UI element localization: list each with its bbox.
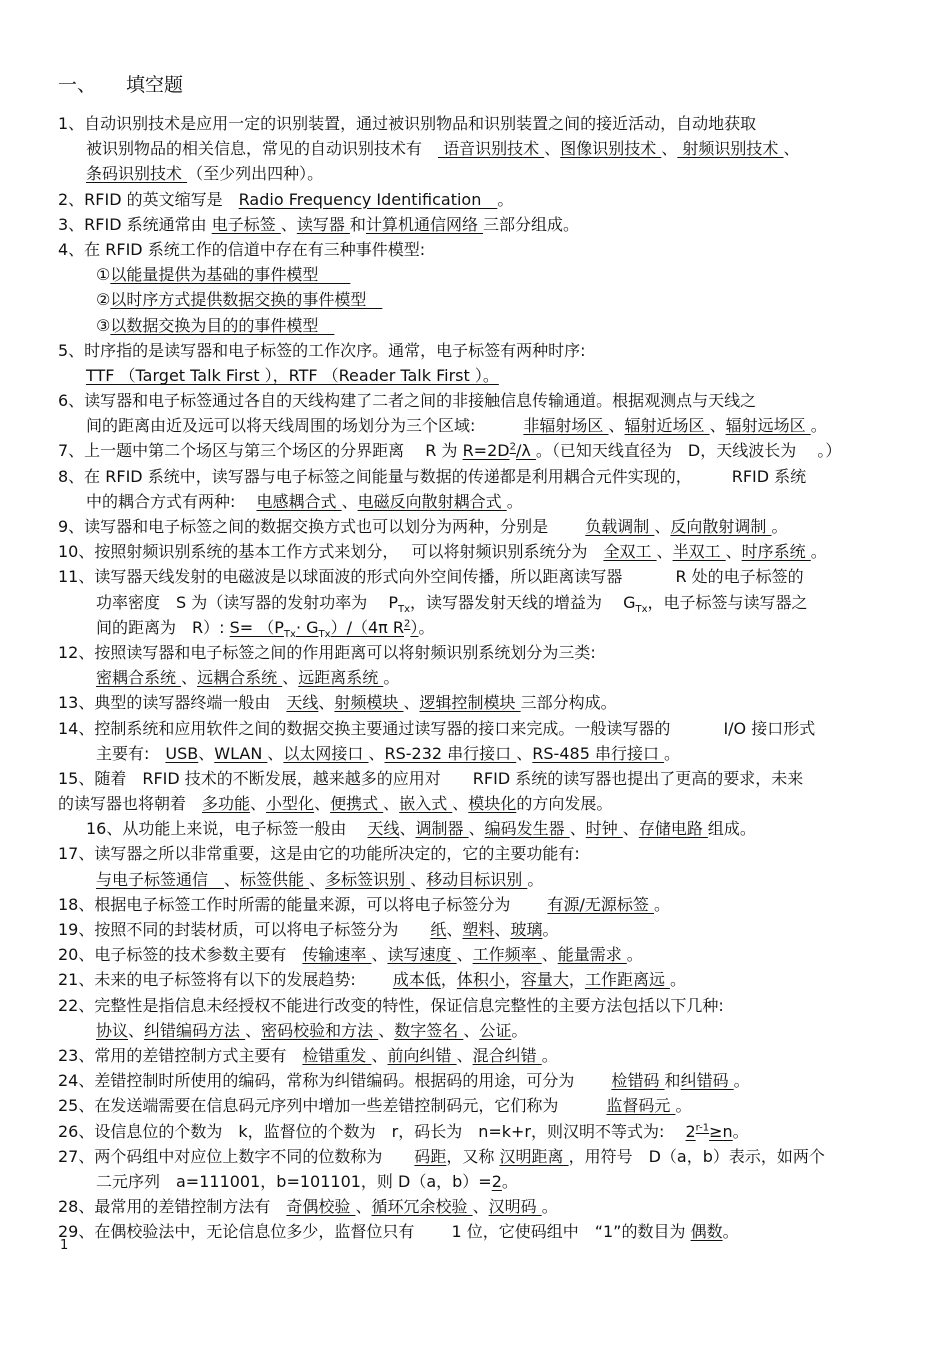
question-text: 、 [725,542,742,562]
text-line [58,942,894,967]
answer-blank: 2 [491,1171,502,1191]
question-text: ③ [96,315,111,335]
answer-blank: 天线 [367,819,400,839]
answer-blank: 码距 [414,1146,447,1166]
answer-blank: 有源/无源标签 [547,894,654,914]
text-line [58,438,894,463]
question-text: ，又称 [446,1146,500,1166]
question-text: ，电子标签与读写器之 [647,592,808,612]
answer-blank: 半双工 [672,542,726,562]
question-text: 、 [468,819,485,839]
question-text: 4、在 RFID 系统工作的信道中存在有三种事件模型: [58,239,426,259]
page-number: 1 [60,1238,69,1253]
text-line [58,1093,894,1118]
answer-blank: 条码识别技术 [86,164,188,184]
text-line [58,212,894,237]
question-text: Tx [635,603,648,615]
question-text: 、 [355,1197,372,1217]
answer-blank: RS-232 串行接口 [384,743,517,763]
question-text: 。 [653,894,670,914]
question-text: 7、上一题中第二个场区与第三个场区的分界距离 R 为 [58,441,463,461]
text-line [58,867,894,892]
question-text: 、 [403,693,420,713]
question-text: 。 [664,743,681,763]
question-text: 的方向发展。 [516,794,613,814]
question-text: 22、完整性是指信息未经授权不能进行改变的特性，保证信息完整性的主要方法包括以下几种: [58,995,724,1015]
answer-blank: 监督码元 [606,1096,676,1116]
question-text: 、 [245,1020,262,1040]
answer-blank: 标签供能 [240,869,310,889]
text-line [58,1194,894,1219]
text-line [58,363,894,388]
question-text: 、 [541,945,558,965]
answer-blank: 便携式 [330,794,384,814]
question-text: 。 [722,1222,739,1242]
question-text: Tx [397,603,411,615]
text-line [58,564,894,589]
answer-blank: 模块化 [468,794,517,814]
question-text: 、 [661,139,678,159]
question-text: 23、常用的差错控制方式主要有 [58,1045,303,1065]
question-text: 1、自动识别技术是应用一定的识别装置，通过被识别物品和识别装置之间的接近活动，自动地获取 [58,114,757,133]
text-line [58,464,894,489]
question-text: 、 [282,668,299,688]
question-text: 。 [675,1096,692,1116]
answer-blank: 读写器 [296,214,350,234]
text-line [58,917,894,942]
question-text: 。 [810,542,827,562]
answer-blank: 多功能 [202,794,251,814]
section-title [58,70,183,97]
answer-blank: 体积小 [456,970,505,990]
answer-blank: 汉明距离 [499,1146,569,1166]
question-text: 、 [472,1197,489,1217]
answer-blank: 循环冗余校验 [371,1197,473,1217]
question-text: ② [96,290,111,310]
question-text: 20、电子标签的技术参数主要有 [58,945,303,965]
question-text: ，用符号 D（a，b）表示，如两个 [568,1146,825,1166]
question-text: 、 [608,416,625,436]
answer-blank: 嵌入式 [399,794,453,814]
question-text: 。 [527,869,544,889]
text-line [58,388,894,413]
answer-blank: TTF （Target Talk First ），RTF （Reader Talk First ）。 [86,365,499,385]
answer-blank: 电感耦合式 [256,491,342,511]
answer-blank: ≥n [709,1121,733,1141]
answer-blank: 检错码 [611,1071,665,1091]
question-text: 。 [541,1197,558,1217]
text-line [58,539,894,564]
question-text: 21、未来的电子标签将有以下的发展趋势: [58,970,393,990]
question-text: 、 [452,794,469,814]
answer-blank: 时钟 [585,819,623,839]
text-line [58,111,894,136]
answer-blank: 电磁反向散射耦合式 [357,491,507,511]
question-text: 、 [318,693,335,713]
question-text: 8、在 RFID 系统中，读写器与电子标签之间能量与数据的传递都是利用耦合元件实现的， RFID 系统 [58,466,807,486]
answer-blank: 奇偶校验 [286,1197,356,1217]
answer-blank: 纠错编码方法 [144,1020,246,1040]
answer-blank: 小型化 [266,794,315,814]
text-line [58,1144,894,1169]
answer-blank: Radio Frequency Identification [238,189,498,209]
answer-blank: 汉明码 [488,1197,542,1217]
question-text: 、 [410,869,427,889]
text-line [58,237,894,262]
question-text: 。（已知天线直径为 D，天线波长为 。） [535,441,842,461]
question-text: 。 [542,920,559,939]
text-line [58,640,894,665]
question-text: 三部分组成。 [483,214,580,234]
answer-blank: 数字签名 [394,1020,464,1040]
question-text: 、 [783,139,800,159]
answer-blank: 远耦合系统 [197,668,283,688]
answer-blank: r-1 [695,1122,710,1134]
text-line [58,161,894,186]
answer-blank: WLAN [214,743,268,763]
section-number: 一、 [58,74,97,96]
text-line [58,716,894,741]
answer-blank: 射频模块 [334,693,404,713]
answer-blank: 检错重发 [302,1045,372,1065]
answer-blank: 编码发生器 [484,819,570,839]
answer-blank: 塑料 [462,920,495,939]
answer-blank: 2 [403,618,411,630]
question-text: 。 [511,1020,528,1040]
text-line [58,841,894,866]
answer-blank: 逻辑控制模块 [419,693,521,713]
text-line [58,590,894,615]
question-text: 二元序列 a=111001，b=101101，则 D（a，b）= [96,1171,492,1191]
answer-blank: 辐射近场区 [624,416,710,436]
question-text: 6、读写器和电子标签通过各自的天线构建了二者之间的非接触信息传输通道。根据观测点与天线之 [58,391,757,411]
answer-blank: Tx [283,628,296,640]
question-text: 、 [368,743,385,763]
question-text: 中的耦合方式有两种: [86,491,257,511]
text-line [58,690,894,715]
question-text: 14、控制系统和应用软件之间的数据交换主要通过读写器的接口来完成。一般读写器的 I/O 接口形式 [58,718,816,738]
text-line [58,338,894,363]
question-text: 被识别物品的相关信息，常见的自动识别技术有 [86,139,439,159]
question-text: 19、按照不同的封装材质，可以将电子标签分为 [58,920,431,939]
question-text: 、 [341,491,358,511]
answer-blank: 传输速率 [302,945,372,965]
answer-blank: Tx [318,628,331,640]
question-text: 。 [506,491,523,511]
question-text: 、 [250,794,267,814]
question-text: 和 [349,214,366,234]
answer-blank: 协议 [96,1020,129,1040]
question-list [58,111,894,1244]
question-text: 功率密度 S 为（读写器的发射功率为 P [96,592,398,612]
answer-blank: S= （P [229,617,284,637]
text-line [58,287,894,312]
question-text: 2、RFID 的英文缩写是 [58,189,239,209]
question-text: 、 [267,743,284,763]
answer-blank: 图像识别技术 [560,139,662,159]
question-text: 、 [128,1020,145,1040]
question-text: 组成。 [707,819,756,839]
text-line [58,514,894,539]
answer-blank: 移动目标识别 [426,869,528,889]
question-text: 29、在偶校验法中，无论信息位多少，监督位只有 1 位，它使码组中 “1”的数目为 [58,1222,691,1242]
answer-blank: 时序系统 [741,542,811,562]
question-text: 、 [569,819,586,839]
text-line [58,187,894,212]
answer-blank: 全双工 [603,542,657,562]
question-text: 间的距离为 R）: [96,617,230,637]
text-line [58,993,894,1018]
section-title-text: 填空题 [126,74,184,96]
question-text: 、 [371,945,388,965]
answer-blank: 工作距离远 [584,970,671,990]
answer-blank: 存储电路 [638,819,708,839]
question-text: 和 [664,1071,681,1091]
question-text: 。 [418,617,435,637]
answer-blank: 密码校验和方法 [261,1020,379,1040]
answer-blank: 纸 [430,920,447,939]
text-line [58,1018,894,1043]
question-text: 、 [224,869,241,889]
question-text: 、 [709,416,726,436]
question-text: 。 [670,970,687,990]
question-text: 的读写器也将朝着 [58,794,203,814]
question-text: 26、设信息位的个数为 k，监督位的个数为 r，码长为 n=k+r，则汉明不等式为: [58,1121,686,1141]
question-text: ， [504,970,521,990]
question-text: 。 [771,517,788,536]
question-text: 、 [280,214,297,234]
answer-blank: 成本低 [392,970,441,990]
answer-blank: 偶数 [690,1222,723,1242]
answer-blank: 电子标签 [211,214,281,234]
answer-blank: ） [410,617,419,637]
question-text: 、 [622,819,639,839]
question-text: 、 [544,139,561,159]
text-line [58,1219,894,1244]
answer-blank: 以太网接口 [283,743,369,763]
text-line [58,1169,894,1194]
text-line [58,262,894,287]
text-line [58,615,894,640]
answer-blank: 混合纠错 [472,1045,542,1065]
question-text: 。 [733,1071,750,1091]
question-text: 三部分构成。 [520,693,617,713]
answer-blank: 能量需求 [557,945,627,965]
question-text: 3、RFID 系统通常由 [58,214,212,234]
question-text: 、 [494,920,511,939]
answer-blank: 反向散射调制 [670,517,772,536]
question-text: 24、差错控制时所使用的编码，常称为纠错编码。根据码的用途，可分为 [58,1071,612,1091]
answer-blank: 多标签识别 [325,869,411,889]
answer-blank: 辐射远场区 [725,416,811,436]
question-text: 、 [181,668,198,688]
text-line [58,313,894,338]
answer-blank: 远距离系统 [298,668,384,688]
text-line [58,1119,894,1144]
text-line [58,1068,894,1093]
answer-blank: 2 [685,1121,696,1141]
answer-blank: 前向纠错 [387,1045,457,1065]
question-text: 、 [463,1020,480,1040]
answer-blank: 密耦合系统 [96,668,182,688]
answer-blank: RS-485 串行接口 [532,743,665,763]
text-line [58,741,894,766]
question-text: 28、最常用的差错控制方法有 [58,1197,287,1217]
answer-blank: ）/（4π R [330,617,404,637]
question-text: 18、根据电子标签工作时所需的能量来源，可以将电子标签分为 [58,894,548,914]
question-text: 17、读写器之所以非常重要，这是由它的功能所决定的，它的主要功能有: [58,844,580,864]
question-text: （至少列出四种）。 [187,164,324,184]
answer-blank: 以数据交换为目的的事件模型 [110,315,335,335]
question-text: 。 [810,416,827,436]
question-text: 。 [497,189,514,209]
question-text: 。 [732,1121,749,1141]
question-text: 9、读写器和电子标签之间的数据交换方式也可以划分为两种，分别是 [58,517,586,536]
answer-blank: 工作频率 [472,945,542,965]
question-text: 、 [446,920,463,939]
answer-blank: 负载调制 [585,517,655,536]
question-text: 15、随着 RFID 技术的不断发展，越来越多的应用对 RFID 系统的读写器也提出了更高的要求，未来 [58,768,804,788]
answer-blank: USB [165,743,199,763]
question-text: 、 [654,517,671,536]
answer-blank: 以能量提供为基础的事件模型 [110,265,351,285]
text-line [58,413,894,438]
question-text: 、 [371,1045,388,1065]
text-line [58,766,894,791]
question-text: 5、时序指的是读写器和电子标签的工作次序。通常，电子标签有两种时序: [58,340,586,360]
question-text: 、 [456,945,473,965]
question-text: 、 [399,819,416,839]
question-text: 、 [309,869,326,889]
answer-blank: R=2D [462,441,510,461]
answer-blank: 射频识别技术 [677,139,784,159]
question-text: 25、在发送端需要在信息码元序列中增加一些差错控制码元，它们称为 [58,1096,607,1116]
answer-blank: 计算机通信网络 [365,214,484,234]
question-text: ① [96,265,111,285]
question-text: 、 [383,794,400,814]
answer-blank: 非辐射场区 [523,416,609,436]
answer-blank: 与电子标签通信 [96,869,225,889]
question-text: 、 [198,743,215,763]
question-text: ，读写器发射天线的增益为 G [410,592,636,612]
text-line [58,791,894,816]
question-text: 、 [314,794,331,814]
question-text: 16、从功能上来说，电子标签一般由 [86,819,368,839]
text-line [58,892,894,917]
text-line [58,967,894,992]
answer-blank: 纠错码 [680,1071,734,1091]
question-text: 、 [656,542,673,562]
question-text: 间的距离由近及远可以将天线周围的场划分为三个区域: [86,416,524,436]
question-text: 12、按照读写器和电子标签之间的作用距离可以将射频识别系统划分为三类: [58,642,596,662]
answer-blank: 2 [509,442,516,454]
answer-blank: 公证 [479,1020,512,1040]
question-text: 10、按照射频识别系统的基本工作方式来划分， 可以将射频识别系统分为 [58,542,604,562]
question-text: ， [568,970,585,990]
text-line [58,816,894,841]
question-text: 。 [501,1171,518,1191]
question-text: 27、两个码组中对应位上数字不同的位数称为 [58,1146,415,1166]
question-text: 。 [541,1045,558,1065]
answer-blank: 调制器 [415,819,469,839]
answer-blank: 语音识别技术 [438,139,545,159]
answer-blank: · G [295,617,319,637]
answer-blank: 玻璃 [510,920,543,939]
text-line [58,665,894,690]
question-text: 、 [378,1020,395,1040]
question-text: 、 [456,1045,473,1065]
answer-blank: 以时序方式提供数据交换的事件模型 [110,290,383,310]
question-text: 13、典型的读写器终端一般由 [58,693,287,713]
question-text: 。 [383,668,400,688]
question-text: ， [440,970,457,990]
answer-blank: 天线 [286,693,319,713]
text-line [58,489,894,514]
text-line [58,136,894,161]
text-line [58,1043,894,1068]
question-text: 11、读写器天线发射的电磁波是以球面波的形式向外空间传播，所以距离读写器 R 处的电子标签的 [58,567,804,587]
question-text: 主要有: [96,743,166,763]
answer-blank: /λ [515,441,536,461]
question-text: 。 [626,945,643,965]
answer-blank: 读写速度 [387,945,457,965]
answer-blank: 容量大 [520,970,569,990]
question-text: 、 [516,743,533,763]
